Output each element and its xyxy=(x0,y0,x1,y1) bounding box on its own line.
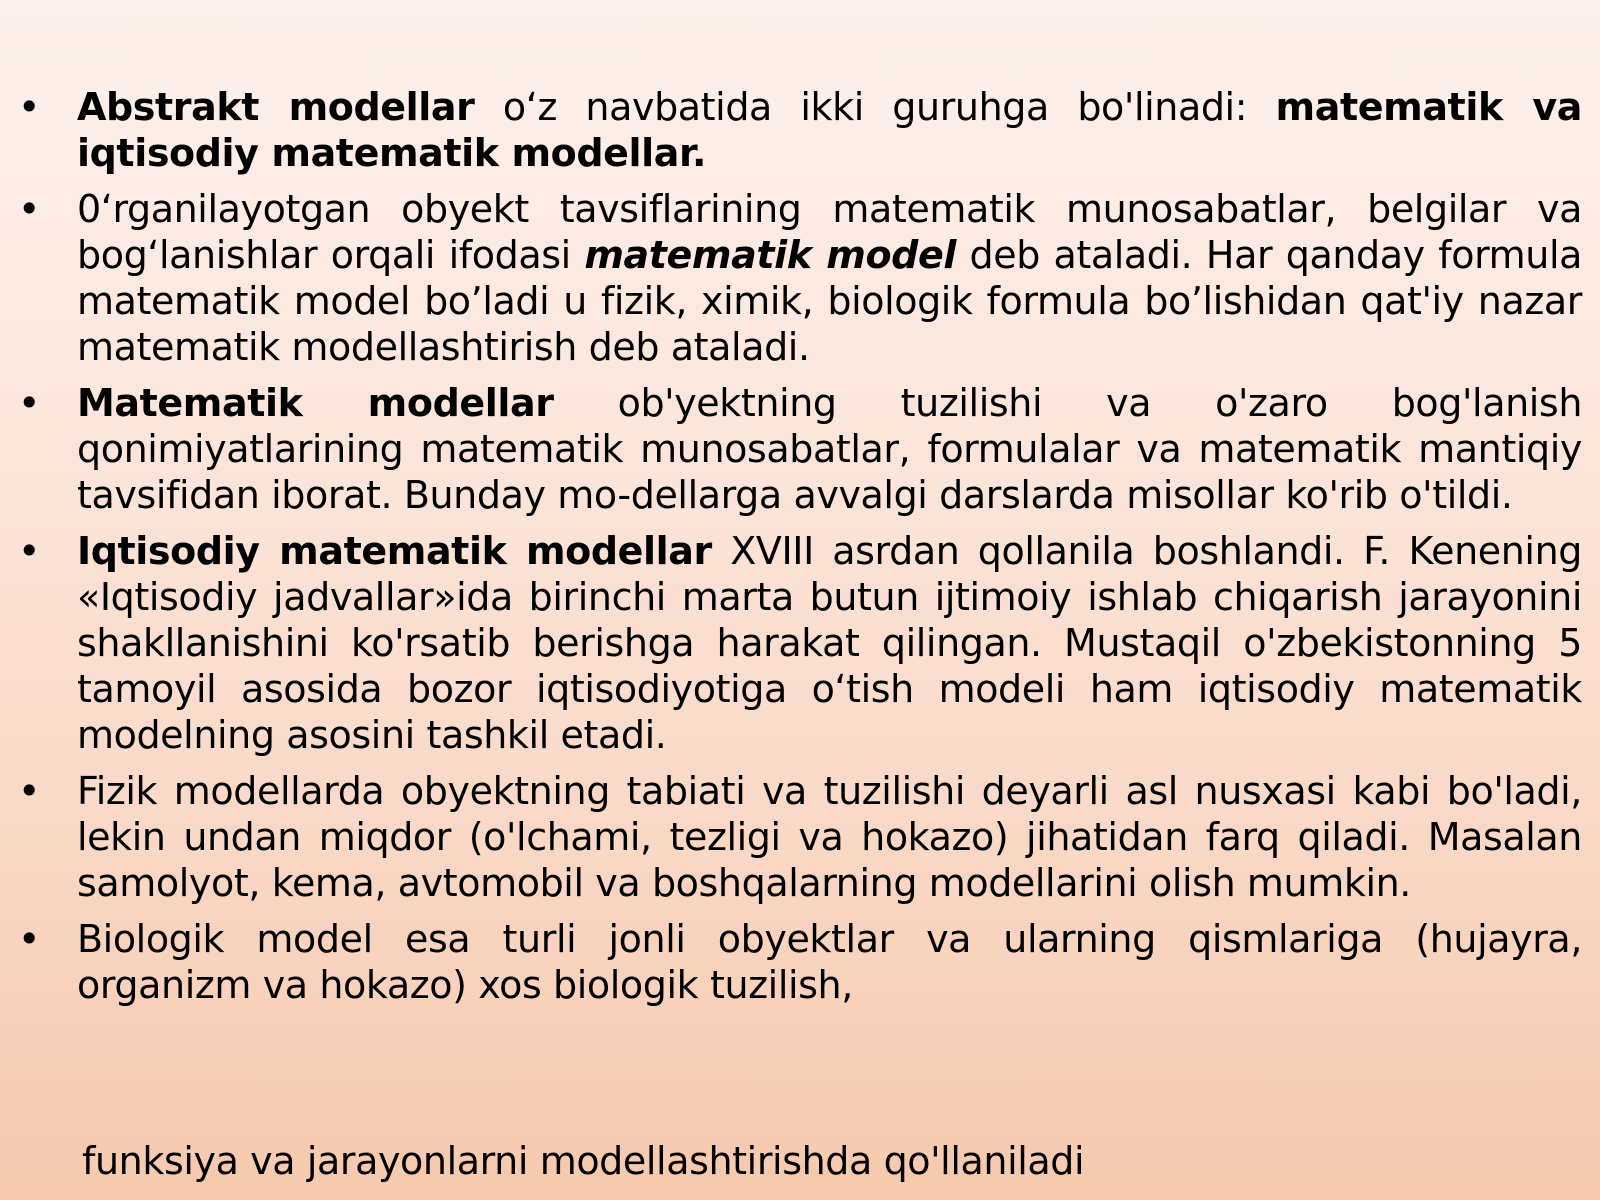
bullet-biological-models xyxy=(0,916,1600,1008)
bullet-physical-models xyxy=(0,768,1600,906)
bullet-text: Biologik model esa turli jonli obyektlar va ularning qismlariga (hujayra, organizm va hokazo) xos biologik tuzilish, xyxy=(77,917,1582,1007)
bullet-icon: • xyxy=(18,381,41,425)
bullet-icon: • xyxy=(18,769,41,813)
bullet-text: XVIII asrdan qollanila boshlandi. F. Kenening «Iqtisodiy jadvallar»ida birinchi marta butun ijtimoiy ishlab chiqarish jarayonini shakllanishini ko'rsatib berishga harakat qilingan. Mustaqil o'zbekistonning 5 tamoyil asosida bozor iqtisodiyotiga o‘tish modeli ham iqtisodiy matematik modelning asosini tashkil etadi. xyxy=(77,529,1582,757)
bullet-bold-term: Abstrakt modellar xyxy=(77,85,475,129)
bullet-bold-term: Iqtisodiy matematik modellar xyxy=(77,529,712,573)
bullet-icon: • xyxy=(18,529,41,573)
continuation-line: funksiya va jarayonlarni modellashtirishda qo'llaniladi xyxy=(82,1139,1085,1183)
bullet-icon: • xyxy=(18,85,41,129)
bullet-list xyxy=(0,84,1600,1018)
bullet-math-models xyxy=(0,380,1600,518)
bullet-abstract-models xyxy=(0,84,1600,176)
bullet-text: ob'yektning tuzilishi va o'zaro bog'lanish qonimiyatlarining matematik munosabatlar, formulalar va matematik mantiqiy tavsifidan iborat. Bunday mo-dellarga avvalgi darslarda misollar ko'rib o'tildi. xyxy=(77,381,1583,517)
bullet-text: 0‘rganilayotgan obyekt tavsiflarining matematik munosabatlar, belgilar va bog‘lanishlar orqali ifodasi xyxy=(77,187,1582,277)
bullet-text: o‘z navbatida ikki guruhga bo'linadi: xyxy=(474,85,1276,129)
bullet-text: deb ataladi. Har qanday formula matematik model bo’ladi u fizik, ximik, biologik formula bo’lishidan qat'iy nazar matematik modellashtirish deb ataladi. xyxy=(77,233,1582,369)
bullet-bold-term: Matematik modellar xyxy=(77,381,554,425)
bullet-bold-term: matematik va iqtisodiy matematik modellar. xyxy=(77,85,1583,175)
bullet-economic-math-models xyxy=(0,528,1600,758)
bullet-math-model-definition xyxy=(0,186,1600,370)
bullet-icon: • xyxy=(18,917,41,961)
bullet-icon: • xyxy=(18,187,41,231)
bullet-emphasis-term: matematik model xyxy=(584,233,956,277)
bullet-text: Fizik modellarda obyektning tabiati va tuzilishi deyarli asl nusxasi kabi bo'ladi, lekin undan miqdor (o'lchami, tezligi va hokazo) jihatidan farq qiladi. Masalan samolyot, kema, avtomobil va boshqalarning modellarini olish mumkin. xyxy=(77,769,1582,905)
